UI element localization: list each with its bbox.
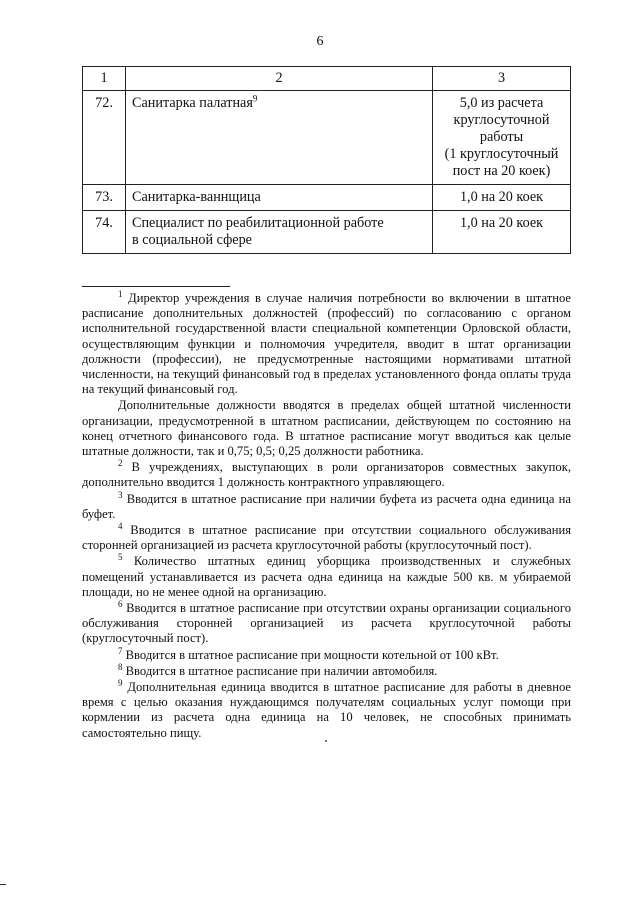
footnote-mark: 5 xyxy=(118,552,123,563)
footnote-text: Количество штатных единиц уборщика производственных и служебных помещений устанавливается из расчета одна единица на каждые 500 кв. м убираемой площади, но не менее одной на организацию. xyxy=(82,554,571,599)
footnote-1 xyxy=(82,288,571,397)
footnote-text: Директор учреждения в случае наличия потребности во включении в штатное расписание дополнительных должностей (профессий) по согласованию с органом исполнительной государственной власти специальной компетенции Орловской области, осуществляющим функции и полномочия учредителя, вводит в штат организации должности (профессии), не предусмотренные настоящими нормативами штатной численности, на текущий финансовый год в пределах установленного фонда оплаты труда на текущий финансовый год. xyxy=(82,291,571,397)
scan-speck xyxy=(325,740,327,742)
row-number: 74. xyxy=(83,211,126,254)
staff-quantity: 1,0 на 20 коек xyxy=(433,185,571,211)
quantity-line: 5,0 из расчета xyxy=(459,95,544,111)
footnotes-section xyxy=(82,288,572,742)
column-header-3: 3 xyxy=(433,67,571,91)
footnote-mark: 3 xyxy=(118,489,123,500)
staff-quantity xyxy=(433,91,571,185)
position-name-line: в социальной сфере xyxy=(132,232,252,248)
footnote-1-continued xyxy=(82,398,571,459)
footnote-separator xyxy=(82,286,230,287)
footnote-mark: 7 xyxy=(118,645,123,656)
page-number: 6 xyxy=(316,34,324,49)
table-row xyxy=(83,185,571,211)
row-number: 72. xyxy=(83,91,126,185)
row-number: 73. xyxy=(83,185,126,211)
footnote-text: В учреждениях, выступающих в роли организаторов совместных закупок, дополнительно вводится 1 должность контрактного управляющего. xyxy=(82,460,571,490)
position-name xyxy=(126,211,433,254)
footnote-ref: 9 xyxy=(252,93,258,104)
footnote-text: Дополнительные должности вводятся в пределах общей штатной численности организации, предусмотренной в штатном расписании, действующем по состоянию на конец отчетного финансового года. В штатное расписание могут вводиться как целые штатные должности, так и 0,75; 0,5; 0,25 должности работника. xyxy=(82,398,571,459)
footnote-mark: 8 xyxy=(118,661,123,672)
table-header-row xyxy=(83,67,571,91)
footnote-9 xyxy=(82,677,571,741)
footnote-mark: 1 xyxy=(118,288,123,299)
footnote-7 xyxy=(82,645,571,663)
table-row xyxy=(83,91,571,185)
quantity-line: круглосуточной xyxy=(453,112,550,128)
footnote-text: Вводится в штатное расписание при отсутствии охраны организации социального обслуживания сторонней организацией из расчета круглосуточной работы (круглосуточный пост). xyxy=(82,601,571,646)
footnote-4 xyxy=(82,520,571,553)
footnote-text: Вводится в штатное расписание при мощности котельной от 100 кВт. xyxy=(125,647,499,662)
quantity-line: пост на 20 коек) xyxy=(452,163,551,179)
footnote-3 xyxy=(82,489,572,522)
footnote-text: Вводится в штатное расписание при наличии буфета из расчета одна единица на буфет. xyxy=(82,491,572,521)
footnote-6 xyxy=(82,598,571,647)
footnote-text: Вводится в штатное расписание при наличии автомобиля. xyxy=(125,663,438,678)
margin-mark xyxy=(0,884,6,885)
staff-quantity: 1,0 на 20 коек xyxy=(433,211,571,254)
quantity-line: (1 круглосуточный xyxy=(444,146,559,162)
footnote-mark: 2 xyxy=(118,458,123,469)
table-row xyxy=(83,211,571,254)
footnote-text: Вводится в штатное расписание при отсутствии социального обслуживания сторонней организацией из расчета круглосуточной работы (круглосуточный пост). xyxy=(82,523,571,553)
footnote-mark: 9 xyxy=(118,677,123,688)
column-header-2: 2 xyxy=(126,67,433,91)
footnote-text: Дополнительная единица вводится в штатное расписание для работы в дневное время с целью оказания нуждающимся получателям социальных услуг помощи при кормлении из расчета одна единица на 10 человек, не способных принимать самостоятельно пищу. xyxy=(82,680,571,740)
footnote-mark: 6 xyxy=(118,598,123,609)
footnote-8 xyxy=(82,661,571,679)
staff-table xyxy=(82,66,571,254)
position-name-line: Специалист по реабилитационной работе xyxy=(132,215,384,231)
position-name: Санитарка-ваннщица xyxy=(126,185,433,211)
quantity-line: работы xyxy=(479,129,524,145)
position-name-text: Санитарка палатная xyxy=(132,95,253,111)
column-header-1: 1 xyxy=(83,67,126,91)
position-name xyxy=(126,91,433,185)
footnote-5 xyxy=(82,554,571,600)
footnote-mark: 4 xyxy=(118,520,123,531)
footnote-2 xyxy=(82,460,571,490)
